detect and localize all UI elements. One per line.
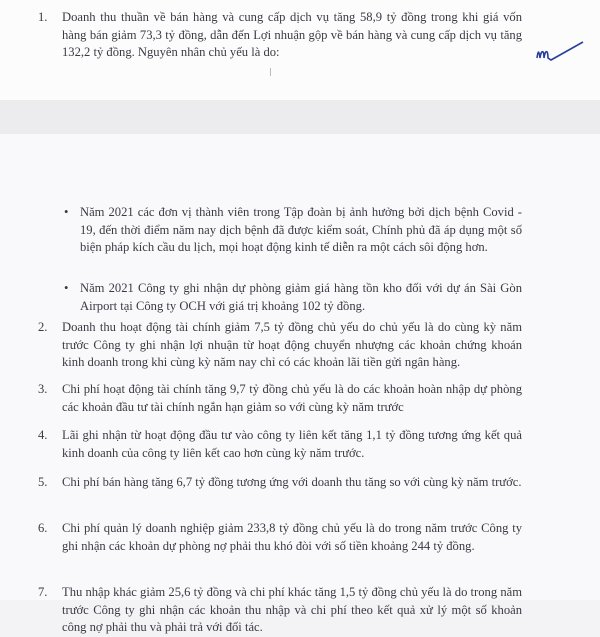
item-number: 3. [38,382,48,396]
item-text: Thu nhập khác giảm 25,6 tỷ đồng và chi phí khác tăng 1,5 tỷ đồng chủ yếu là do trong năm trước Công ty ghi nhận các khoản thu nhập và chi phí theo kết quả xử lý một số khoản công nợ phải thu và phải trả với đối tác. [62,585,522,634]
item-number: 2. [38,320,48,334]
bullet-text: Năm 2021 các đơn vị thành viên trong Tập đoàn bị ảnh hưởng bởi dịch bệnh Covid - 19, đến thời điểm năm nay dịch bệnh đã được kiểm soát, Chính phủ đã áp dụng một số biện pháp kích cầu du lịch, mọi hoạt động kinh tế diễn ra một cách sôi động hơn. [80,205,522,254]
scan-mark [270,68,271,76]
item-text: Doanh thu thuần về bán hàng và cung cấp dịch vụ tăng 58,9 tỷ đồng trong khi giá vốn hàng bán giảm 73,3 tỷ đồng, dẫn đến Lợi nhuận gộp về bán hàng và cung cấp dịch vụ tăng 132,2 tỷ đồng. Nguyên nhân chủ yếu là do: [62,10,522,59]
signature-initials-icon [535,40,585,65]
item-text: Chi phí hoạt động tài chính tăng 9,7 tỷ đồng chủ yếu là do các khoản hoàn nhập dự phòng các khoản đầu tư tài chính ngắn hạn giảm so với cùng kỳ năm trước [62,382,522,414]
item-text: Chi phí bán hàng tăng 6,7 tỷ đồng tương ứng với doanh thu tăng so với cùng kỳ năm trước. [62,475,522,489]
item-text: Lãi ghi nhận từ hoạt động đầu tư vào công ty liên kết tăng 1,1 tỷ đồng tương ứng kết quả kinh doanh của công ty liên kết cao hơn cùng kỳ năm trước. [62,428,522,460]
bullet-icon: • [64,205,69,219]
bullet-text: Năm 2021 Công ty ghi nhận dự phòng giảm giá hàng tồn kho đối với dự án Sài Gòn Airport tại Công ty OCH với giá trị khoảng 102 tỷ đồng. [80,281,522,313]
bullet-icon: • [64,281,69,295]
item-number: 1. [38,10,48,24]
item-number: 7. [38,585,48,599]
document-page-1 [0,0,600,100]
item-text: Doanh thu hoạt động tài chính giảm 7,5 tỷ đồng chủ yếu do chủ yếu là do cùng kỳ năm trước Công ty ghi nhận lợi nhuận từ hoạt động chuyển nhượng các khoản chứng khoán kinh doanh trong khi cùng kỳ năm nay chỉ có các khoản lãi tiền gửi ngân hàng. [62,320,522,369]
item-text: Chi phí quản lý doanh nghiệp giảm 233,8 tỷ đồng chủ yếu là do trong năm trước Công ty ghi nhận các khoản dự phòng nợ phải thu khó đòi với số tiền khoảng 244 tỷ đồng. [62,521,522,553]
document-page-2 [0,134,600,634]
item-number: 6. [38,521,48,535]
item-number: 5. [38,475,48,489]
item-number: 4. [38,428,48,442]
page-separator [0,100,600,134]
